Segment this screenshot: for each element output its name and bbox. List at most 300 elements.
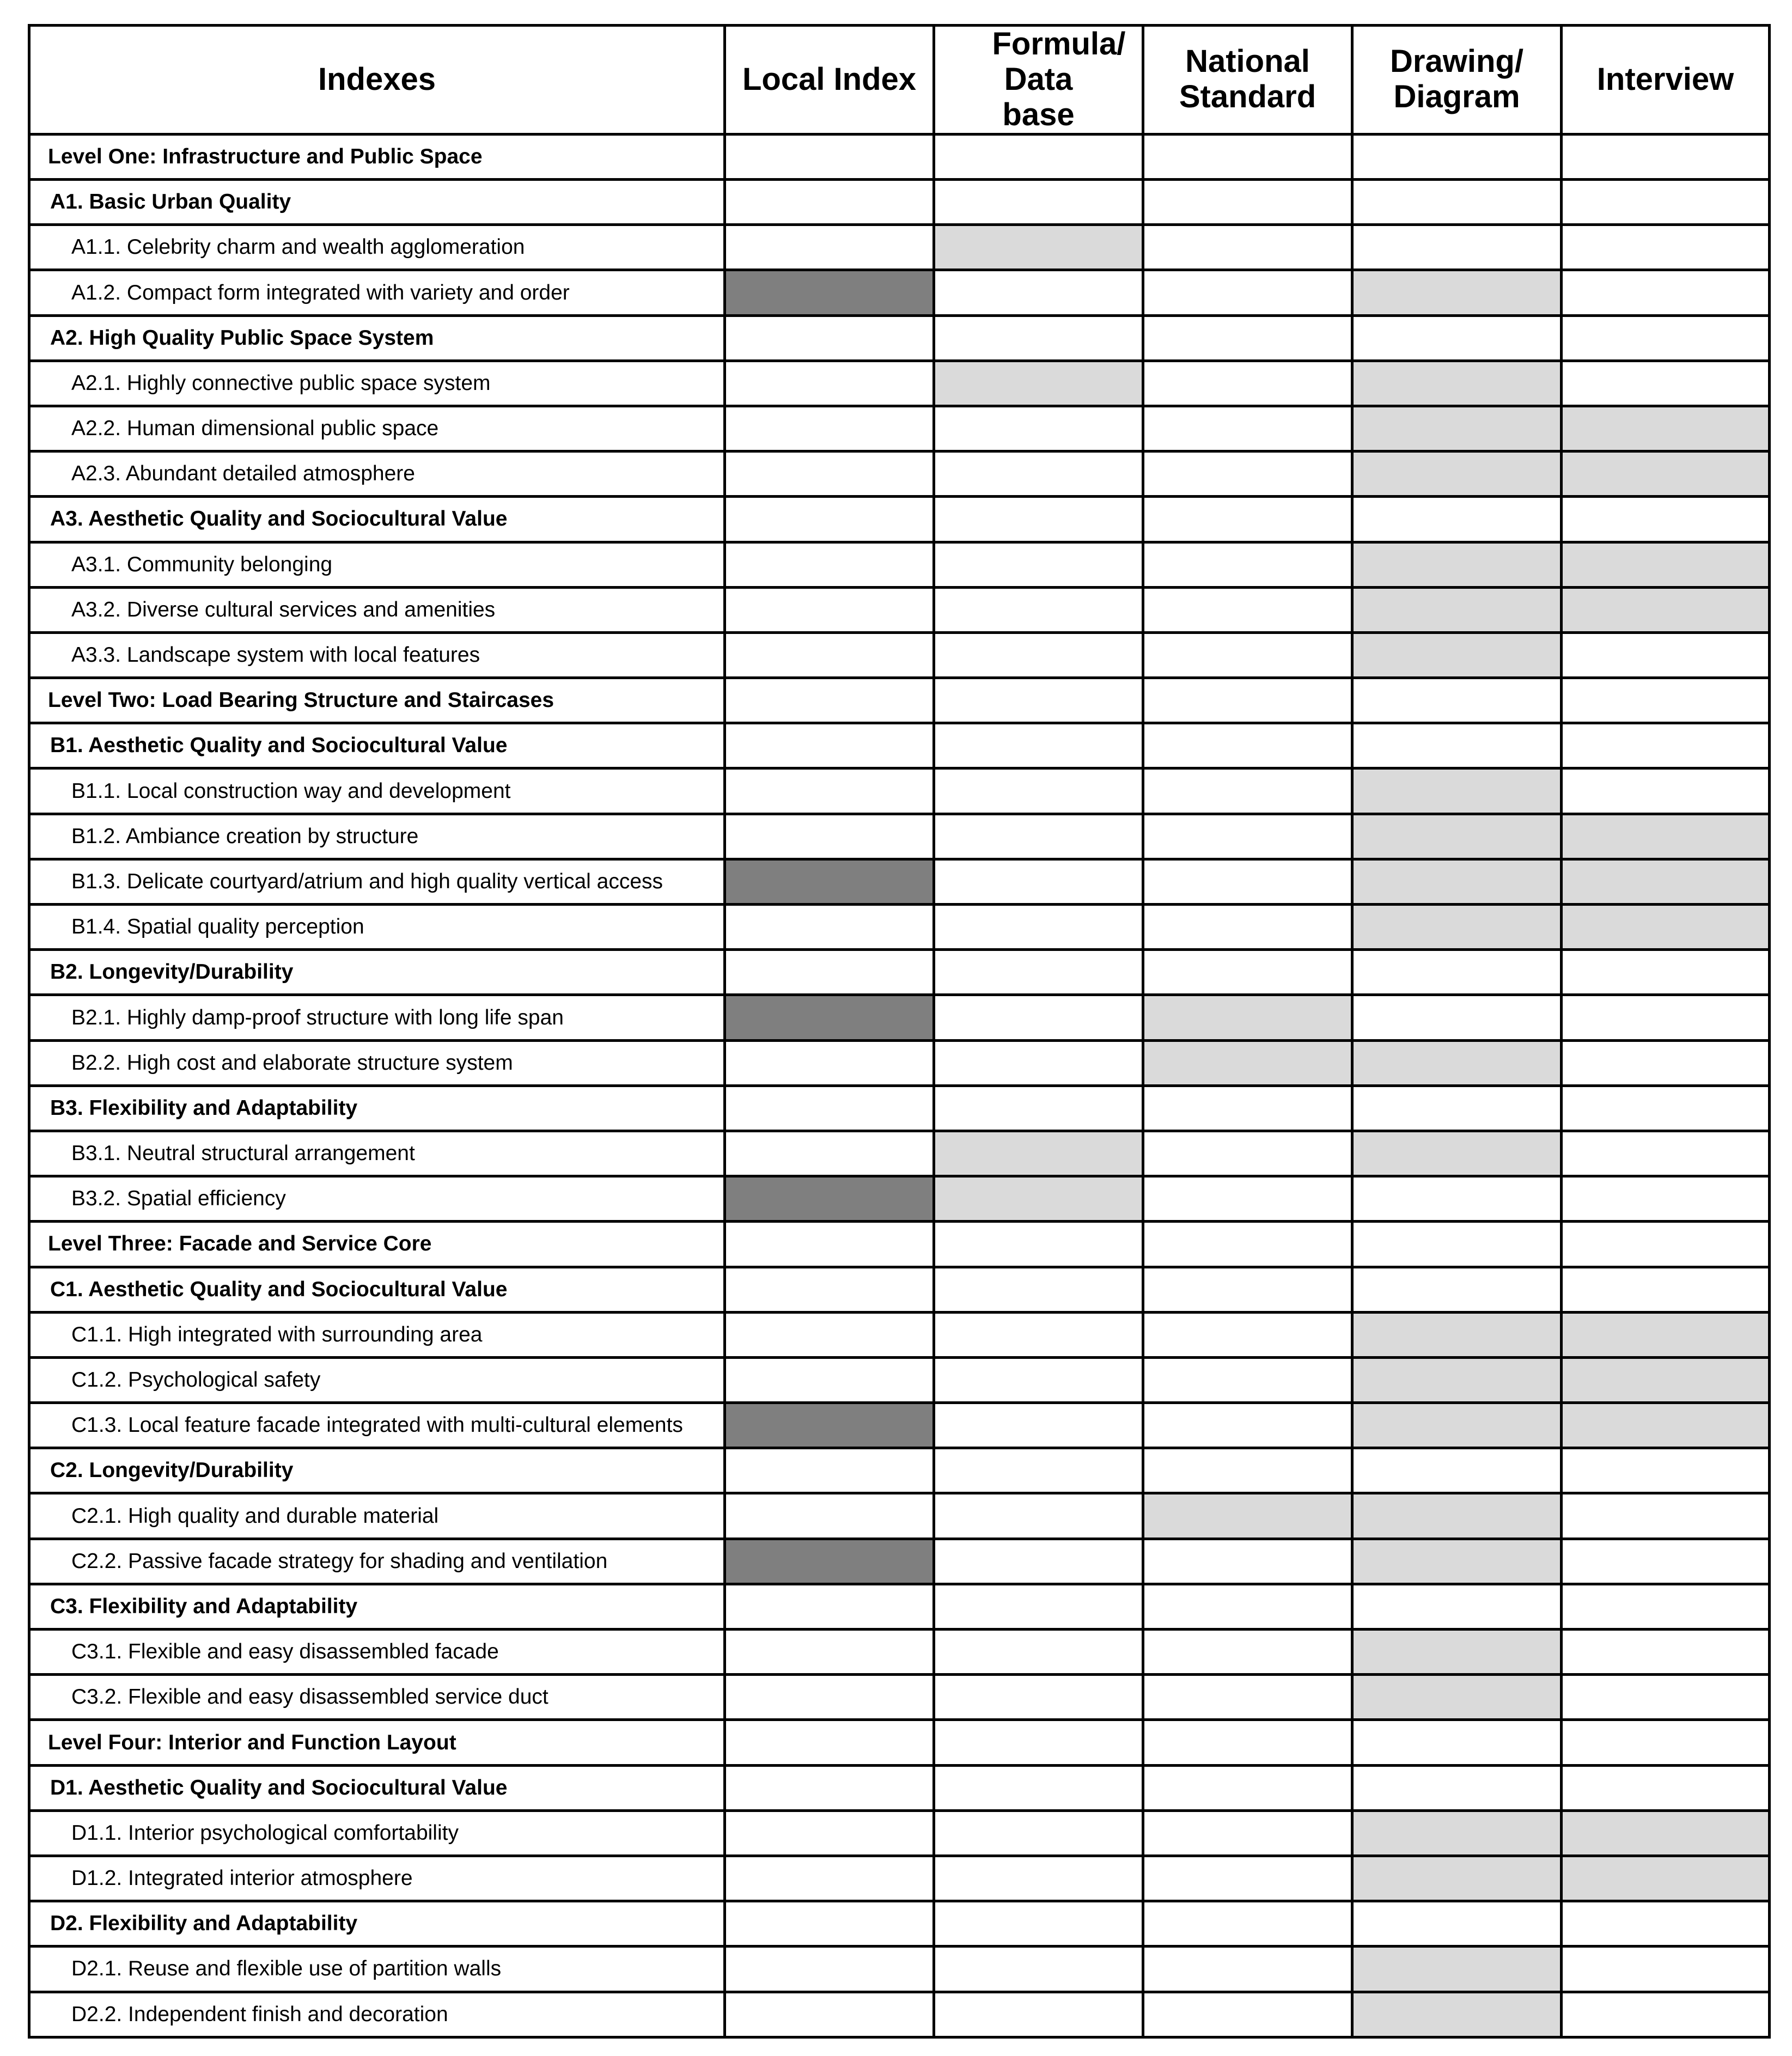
cell-national-standard bbox=[1143, 814, 1352, 859]
index-label: C2.2. Passive facade strategy for shading and ventilation bbox=[29, 1539, 725, 1584]
cell-local-index bbox=[725, 632, 934, 678]
cell-drawing-diagram bbox=[1352, 1085, 1562, 1131]
table-row bbox=[29, 1947, 1770, 1992]
cell-formula-data-base bbox=[934, 1675, 1143, 1720]
cell-formula-data-base bbox=[934, 1312, 1143, 1357]
cell-formula-data-base bbox=[934, 1856, 1143, 1901]
index-label: D1.1. Interior psychological comfortability bbox=[29, 1810, 725, 1856]
cell-local-index bbox=[725, 1040, 934, 1085]
cell-formula-data-base bbox=[934, 1040, 1143, 1085]
cell-local-index bbox=[725, 859, 934, 904]
cell-national-standard bbox=[1143, 1312, 1352, 1357]
index-label: Level Two: Load Bearing Structure and Staircases bbox=[29, 678, 725, 723]
cell-interview bbox=[1562, 1992, 1770, 2037]
header-drawing-text: Drawing/ Diagram bbox=[1390, 44, 1523, 115]
index-label: B1.3. Delicate courtyard/atrium and high quality vertical access bbox=[29, 859, 725, 904]
index-label: A2.3. Abundant detailed atmosphere bbox=[29, 452, 725, 497]
header-formula-data-base bbox=[934, 26, 1143, 135]
cell-local-index bbox=[725, 134, 934, 179]
cell-drawing-diagram bbox=[1352, 1856, 1562, 1901]
cell-national-standard bbox=[1143, 1085, 1352, 1131]
table-row bbox=[29, 1856, 1770, 1901]
cell-national-standard bbox=[1143, 1992, 1352, 2037]
cell-drawing-diagram bbox=[1352, 1675, 1562, 1720]
cell-drawing-diagram bbox=[1352, 270, 1562, 315]
header-national-standard bbox=[1143, 26, 1352, 135]
table-row bbox=[29, 406, 1770, 451]
cell-local-index bbox=[725, 1630, 934, 1675]
cell-local-index bbox=[725, 225, 934, 270]
index-label: C2.1. High quality and durable material bbox=[29, 1493, 725, 1539]
cell-national-standard bbox=[1143, 1448, 1352, 1493]
cell-local-index bbox=[725, 995, 934, 1040]
table-row bbox=[29, 1357, 1770, 1402]
index-label: C3.2. Flexible and easy disassembled service duct bbox=[29, 1675, 725, 1720]
cell-drawing-diagram bbox=[1352, 1992, 1562, 2037]
group-row bbox=[29, 1085, 1770, 1131]
cell-interview bbox=[1562, 452, 1770, 497]
cell-interview bbox=[1562, 1539, 1770, 1584]
cell-interview bbox=[1562, 632, 1770, 678]
cell-interview bbox=[1562, 1675, 1770, 1720]
table-row bbox=[29, 270, 1770, 315]
cell-local-index bbox=[725, 1267, 934, 1312]
cell-drawing-diagram bbox=[1352, 768, 1562, 814]
index-label: C3.1. Flexible and easy disassembled facade bbox=[29, 1630, 725, 1675]
table-row bbox=[29, 1176, 1770, 1222]
cell-formula-data-base bbox=[934, 315, 1143, 361]
cell-formula-data-base bbox=[934, 1448, 1143, 1493]
cell-national-standard bbox=[1143, 1267, 1352, 1312]
cell-interview bbox=[1562, 1040, 1770, 1085]
header-formula-text: Formula/ Data base bbox=[992, 26, 1126, 132]
cell-national-standard bbox=[1143, 1947, 1352, 1992]
cell-formula-data-base bbox=[934, 1584, 1143, 1629]
cell-local-index bbox=[725, 723, 934, 768]
cell-local-index bbox=[725, 1856, 934, 1901]
cell-interview bbox=[1562, 814, 1770, 859]
cell-drawing-diagram bbox=[1352, 361, 1562, 406]
index-label: C1.1. High integrated with surrounding area bbox=[29, 1312, 725, 1357]
cell-national-standard bbox=[1143, 1630, 1352, 1675]
cell-national-standard bbox=[1143, 587, 1352, 632]
cell-national-standard bbox=[1143, 768, 1352, 814]
cell-local-index bbox=[725, 1357, 934, 1402]
cell-drawing-diagram bbox=[1352, 1176, 1562, 1222]
cell-local-index bbox=[725, 1675, 934, 1720]
cell-local-index bbox=[725, 542, 934, 587]
group-row bbox=[29, 1267, 1770, 1312]
cell-drawing-diagram bbox=[1352, 1630, 1562, 1675]
cell-drawing-diagram bbox=[1352, 134, 1562, 179]
cell-national-standard bbox=[1143, 1040, 1352, 1085]
index-label: D2. Flexibility and Adaptability bbox=[29, 1901, 725, 1947]
cell-formula-data-base bbox=[934, 1493, 1143, 1539]
cell-interview bbox=[1562, 1176, 1770, 1222]
cell-national-standard bbox=[1143, 1222, 1352, 1267]
cell-formula-data-base bbox=[934, 134, 1143, 179]
cell-national-standard bbox=[1143, 1810, 1352, 1856]
table-row bbox=[29, 905, 1770, 950]
cell-drawing-diagram bbox=[1352, 905, 1562, 950]
cell-formula-data-base bbox=[934, 270, 1143, 315]
cell-interview bbox=[1562, 406, 1770, 451]
cell-formula-data-base bbox=[934, 950, 1143, 995]
cell-formula-data-base bbox=[934, 632, 1143, 678]
index-label: B3.2. Spatial efficiency bbox=[29, 1176, 725, 1222]
cell-national-standard bbox=[1143, 315, 1352, 361]
table-row bbox=[29, 1992, 1770, 2037]
cell-local-index bbox=[725, 1539, 934, 1584]
cell-national-standard bbox=[1143, 497, 1352, 542]
cell-local-index bbox=[725, 406, 934, 451]
cell-drawing-diagram bbox=[1352, 1584, 1562, 1629]
header-national-text: National Standard bbox=[1179, 44, 1316, 115]
cell-local-index bbox=[725, 1312, 934, 1357]
cell-drawing-diagram bbox=[1352, 452, 1562, 497]
index-label: A3.1. Community belonging bbox=[29, 542, 725, 587]
cell-formula-data-base bbox=[934, 1630, 1143, 1675]
table-row bbox=[29, 1675, 1770, 1720]
group-row bbox=[29, 950, 1770, 995]
group-row bbox=[29, 1448, 1770, 1493]
cell-formula-data-base bbox=[934, 995, 1143, 1040]
cell-national-standard bbox=[1143, 1856, 1352, 1901]
header-drawing-diagram bbox=[1352, 26, 1562, 135]
table-row bbox=[29, 1810, 1770, 1856]
cell-formula-data-base bbox=[934, 180, 1143, 225]
cell-drawing-diagram bbox=[1352, 995, 1562, 1040]
index-label: D1. Aesthetic Quality and Sociocultural Value bbox=[29, 1765, 725, 1810]
cell-formula-data-base bbox=[934, 1992, 1143, 2037]
cell-formula-data-base bbox=[934, 1901, 1143, 1947]
cell-drawing-diagram bbox=[1352, 1947, 1562, 1992]
cell-interview bbox=[1562, 1720, 1770, 1765]
cell-formula-data-base bbox=[934, 587, 1143, 632]
index-label: B1.1. Local construction way and development bbox=[29, 768, 725, 814]
cell-local-index bbox=[725, 1176, 934, 1222]
cell-national-standard bbox=[1143, 1675, 1352, 1720]
cell-interview bbox=[1562, 270, 1770, 315]
cell-formula-data-base bbox=[934, 452, 1143, 497]
cell-local-index bbox=[725, 1493, 934, 1539]
cell-national-standard bbox=[1143, 406, 1352, 451]
cell-drawing-diagram bbox=[1352, 1267, 1562, 1312]
cell-formula-data-base bbox=[934, 1403, 1143, 1448]
index-label: Level One: Infrastructure and Public Space bbox=[29, 134, 725, 179]
cell-local-index bbox=[725, 270, 934, 315]
table-row bbox=[29, 542, 1770, 587]
cell-drawing-diagram bbox=[1352, 180, 1562, 225]
cell-national-standard bbox=[1143, 542, 1352, 587]
cell-drawing-diagram bbox=[1352, 723, 1562, 768]
cell-formula-data-base bbox=[934, 905, 1143, 950]
cell-drawing-diagram bbox=[1352, 1040, 1562, 1085]
cell-formula-data-base bbox=[934, 542, 1143, 587]
cell-interview bbox=[1562, 361, 1770, 406]
cell-national-standard bbox=[1143, 361, 1352, 406]
cell-national-standard bbox=[1143, 1720, 1352, 1765]
cell-interview bbox=[1562, 497, 1770, 542]
cell-drawing-diagram bbox=[1352, 1403, 1562, 1448]
cell-formula-data-base bbox=[934, 1539, 1143, 1584]
index-label: B2.2. High cost and elaborate structure system bbox=[29, 1040, 725, 1085]
cell-local-index bbox=[725, 905, 934, 950]
cell-interview bbox=[1562, 1267, 1770, 1312]
table-row bbox=[29, 814, 1770, 859]
cell-drawing-diagram bbox=[1352, 632, 1562, 678]
index-label: Level Three: Facade and Service Core bbox=[29, 1222, 725, 1267]
group-row bbox=[29, 315, 1770, 361]
cell-interview bbox=[1562, 1765, 1770, 1810]
cell-interview bbox=[1562, 723, 1770, 768]
cell-national-standard bbox=[1143, 905, 1352, 950]
header-indexes: Indexes bbox=[29, 26, 725, 135]
cell-national-standard bbox=[1143, 1403, 1352, 1448]
cell-national-standard bbox=[1143, 180, 1352, 225]
index-label: A1.1. Celebrity charm and wealth agglomeration bbox=[29, 225, 725, 270]
cell-formula-data-base bbox=[934, 1357, 1143, 1402]
cell-formula-data-base bbox=[934, 723, 1143, 768]
cell-national-standard bbox=[1143, 632, 1352, 678]
index-label: B2.1. Highly damp-proof structure with long life span bbox=[29, 995, 725, 1040]
table-row bbox=[29, 1040, 1770, 1085]
cell-national-standard bbox=[1143, 1176, 1352, 1222]
group-row bbox=[29, 1584, 1770, 1629]
cell-local-index bbox=[725, 1222, 934, 1267]
table-row bbox=[29, 859, 1770, 904]
cell-drawing-diagram bbox=[1352, 1131, 1562, 1176]
cell-local-index bbox=[725, 1085, 934, 1131]
cell-interview bbox=[1562, 315, 1770, 361]
table-row bbox=[29, 1493, 1770, 1539]
cell-drawing-diagram bbox=[1352, 950, 1562, 995]
cell-drawing-diagram bbox=[1352, 1901, 1562, 1947]
index-label: A3.2. Diverse cultural services and amenities bbox=[29, 587, 725, 632]
cell-drawing-diagram bbox=[1352, 542, 1562, 587]
cell-interview bbox=[1562, 1584, 1770, 1629]
cell-interview bbox=[1562, 995, 1770, 1040]
cell-interview bbox=[1562, 1085, 1770, 1131]
cell-local-index bbox=[725, 587, 934, 632]
cell-local-index bbox=[725, 768, 934, 814]
index-label: Level Four: Interior and Function Layout bbox=[29, 1720, 725, 1765]
cell-national-standard bbox=[1143, 1493, 1352, 1539]
cell-interview bbox=[1562, 1493, 1770, 1539]
cell-drawing-diagram bbox=[1352, 678, 1562, 723]
cell-formula-data-base bbox=[934, 497, 1143, 542]
level-row bbox=[29, 678, 1770, 723]
cell-national-standard bbox=[1143, 995, 1352, 1040]
cell-local-index bbox=[725, 950, 934, 995]
index-label: A3. Aesthetic Quality and Sociocultural Value bbox=[29, 497, 725, 542]
cell-interview bbox=[1562, 180, 1770, 225]
cell-formula-data-base bbox=[934, 1267, 1143, 1312]
table-row bbox=[29, 1312, 1770, 1357]
cell-local-index bbox=[725, 361, 934, 406]
cell-drawing-diagram bbox=[1352, 315, 1562, 361]
cell-interview bbox=[1562, 1222, 1770, 1267]
cell-formula-data-base bbox=[934, 1720, 1143, 1765]
cell-local-index bbox=[725, 452, 934, 497]
cell-formula-data-base bbox=[934, 814, 1143, 859]
cell-local-index bbox=[725, 1810, 934, 1856]
index-label: A2. High Quality Public Space System bbox=[29, 315, 725, 361]
table-row bbox=[29, 632, 1770, 678]
cell-local-index bbox=[725, 315, 934, 361]
cell-national-standard bbox=[1143, 452, 1352, 497]
cell-interview bbox=[1562, 134, 1770, 179]
cell-drawing-diagram bbox=[1352, 225, 1562, 270]
level-row bbox=[29, 1720, 1770, 1765]
index-label: A1. Basic Urban Quality bbox=[29, 180, 725, 225]
cell-interview bbox=[1562, 859, 1770, 904]
cell-local-index bbox=[725, 1131, 934, 1176]
header-local-index: Local Index bbox=[725, 26, 934, 135]
group-row bbox=[29, 497, 1770, 542]
cell-national-standard bbox=[1143, 225, 1352, 270]
table-row bbox=[29, 1403, 1770, 1448]
group-row bbox=[29, 1901, 1770, 1947]
cell-drawing-diagram bbox=[1352, 1765, 1562, 1810]
table-row bbox=[29, 995, 1770, 1040]
cell-national-standard bbox=[1143, 1539, 1352, 1584]
cell-interview bbox=[1562, 1312, 1770, 1357]
table-row bbox=[29, 225, 1770, 270]
cell-interview bbox=[1562, 905, 1770, 950]
cell-local-index bbox=[725, 1992, 934, 2037]
index-label: C1.2. Psychological safety bbox=[29, 1357, 725, 1402]
cell-interview bbox=[1562, 678, 1770, 723]
index-label: B3. Flexibility and Adaptability bbox=[29, 1085, 725, 1131]
cell-local-index bbox=[725, 1765, 934, 1810]
cell-formula-data-base bbox=[934, 361, 1143, 406]
cell-interview bbox=[1562, 950, 1770, 995]
cell-drawing-diagram bbox=[1352, 1448, 1562, 1493]
cell-interview bbox=[1562, 1357, 1770, 1402]
index-label: B3.1. Neutral structural arrangement bbox=[29, 1131, 725, 1176]
cell-drawing-diagram bbox=[1352, 1357, 1562, 1402]
cell-formula-data-base bbox=[934, 768, 1143, 814]
cell-national-standard bbox=[1143, 859, 1352, 904]
cell-drawing-diagram bbox=[1352, 1222, 1562, 1267]
cell-drawing-diagram bbox=[1352, 1810, 1562, 1856]
cell-national-standard bbox=[1143, 1357, 1352, 1402]
cell-interview bbox=[1562, 1403, 1770, 1448]
cell-formula-data-base bbox=[934, 1810, 1143, 1856]
cell-drawing-diagram bbox=[1352, 814, 1562, 859]
index-label: D2.2. Independent finish and decoration bbox=[29, 1992, 725, 2037]
cell-drawing-diagram bbox=[1352, 587, 1562, 632]
cell-interview bbox=[1562, 1856, 1770, 1901]
level-row bbox=[29, 134, 1770, 179]
cell-formula-data-base bbox=[934, 1085, 1143, 1131]
cell-drawing-diagram bbox=[1352, 406, 1562, 451]
indexes-table bbox=[28, 24, 1771, 2039]
index-label: D2.1. Reuse and flexible use of partition walls bbox=[29, 1947, 725, 1992]
index-label: A3.3. Landscape system with local features bbox=[29, 632, 725, 678]
cell-formula-data-base bbox=[934, 1222, 1143, 1267]
cell-formula-data-base bbox=[934, 678, 1143, 723]
cell-formula-data-base bbox=[934, 1947, 1143, 1992]
table-row bbox=[29, 1539, 1770, 1584]
level-row bbox=[29, 1222, 1770, 1267]
cell-local-index bbox=[725, 497, 934, 542]
cell-drawing-diagram bbox=[1352, 1539, 1562, 1584]
cell-drawing-diagram bbox=[1352, 1312, 1562, 1357]
cell-drawing-diagram bbox=[1352, 859, 1562, 904]
cell-national-standard bbox=[1143, 1131, 1352, 1176]
cell-local-index bbox=[725, 1947, 934, 1992]
table-row bbox=[29, 1131, 1770, 1176]
table-row bbox=[29, 452, 1770, 497]
header-interview: Interview bbox=[1562, 26, 1770, 135]
index-label: C2. Longevity/Durability bbox=[29, 1448, 725, 1493]
group-row bbox=[29, 1765, 1770, 1810]
cell-interview bbox=[1562, 1131, 1770, 1176]
group-row bbox=[29, 180, 1770, 225]
cell-formula-data-base bbox=[934, 859, 1143, 904]
cell-local-index bbox=[725, 1403, 934, 1448]
cell-national-standard bbox=[1143, 270, 1352, 315]
index-label: C1. Aesthetic Quality and Sociocultural Value bbox=[29, 1267, 725, 1312]
group-row bbox=[29, 723, 1770, 768]
cell-formula-data-base bbox=[934, 1176, 1143, 1222]
cell-drawing-diagram bbox=[1352, 1493, 1562, 1539]
cell-interview bbox=[1562, 768, 1770, 814]
table-row bbox=[29, 768, 1770, 814]
header-row bbox=[29, 26, 1770, 135]
cell-local-index bbox=[725, 180, 934, 225]
table-row bbox=[29, 1630, 1770, 1675]
index-label: D1.2. Integrated interior atmosphere bbox=[29, 1856, 725, 1901]
index-label: B1.2. Ambiance creation by structure bbox=[29, 814, 725, 859]
cell-national-standard bbox=[1143, 134, 1352, 179]
index-label: C3. Flexibility and Adaptability bbox=[29, 1584, 725, 1629]
cell-local-index bbox=[725, 1720, 934, 1765]
index-label: C1.3. Local feature facade integrated with multi-cultural elements bbox=[29, 1403, 725, 1448]
cell-national-standard bbox=[1143, 1901, 1352, 1947]
cell-local-index bbox=[725, 1901, 934, 1947]
cell-local-index bbox=[725, 1448, 934, 1493]
cell-interview bbox=[1562, 542, 1770, 587]
cell-local-index bbox=[725, 814, 934, 859]
index-label: A2.2. Human dimensional public space bbox=[29, 406, 725, 451]
cell-national-standard bbox=[1143, 1765, 1352, 1810]
table-row bbox=[29, 587, 1770, 632]
index-label: A2.1. Highly connective public space system bbox=[29, 361, 725, 406]
cell-local-index bbox=[725, 678, 934, 723]
cell-local-index bbox=[725, 1584, 934, 1629]
index-label: B1. Aesthetic Quality and Sociocultural Value bbox=[29, 723, 725, 768]
cell-drawing-diagram bbox=[1352, 497, 1562, 542]
index-label: B2. Longevity/Durability bbox=[29, 950, 725, 995]
cell-national-standard bbox=[1143, 950, 1352, 995]
index-label: A1.2. Compact form integrated with variety and order bbox=[29, 270, 725, 315]
cell-interview bbox=[1562, 587, 1770, 632]
cell-interview bbox=[1562, 1810, 1770, 1856]
cell-formula-data-base bbox=[934, 1765, 1143, 1810]
cell-national-standard bbox=[1143, 678, 1352, 723]
cell-interview bbox=[1562, 1630, 1770, 1675]
cell-interview bbox=[1562, 1448, 1770, 1493]
cell-interview bbox=[1562, 1901, 1770, 1947]
cell-interview bbox=[1562, 225, 1770, 270]
cell-formula-data-base bbox=[934, 225, 1143, 270]
cell-national-standard bbox=[1143, 1584, 1352, 1629]
index-label: B1.4. Spatial quality perception bbox=[29, 905, 725, 950]
table-row bbox=[29, 361, 1770, 406]
